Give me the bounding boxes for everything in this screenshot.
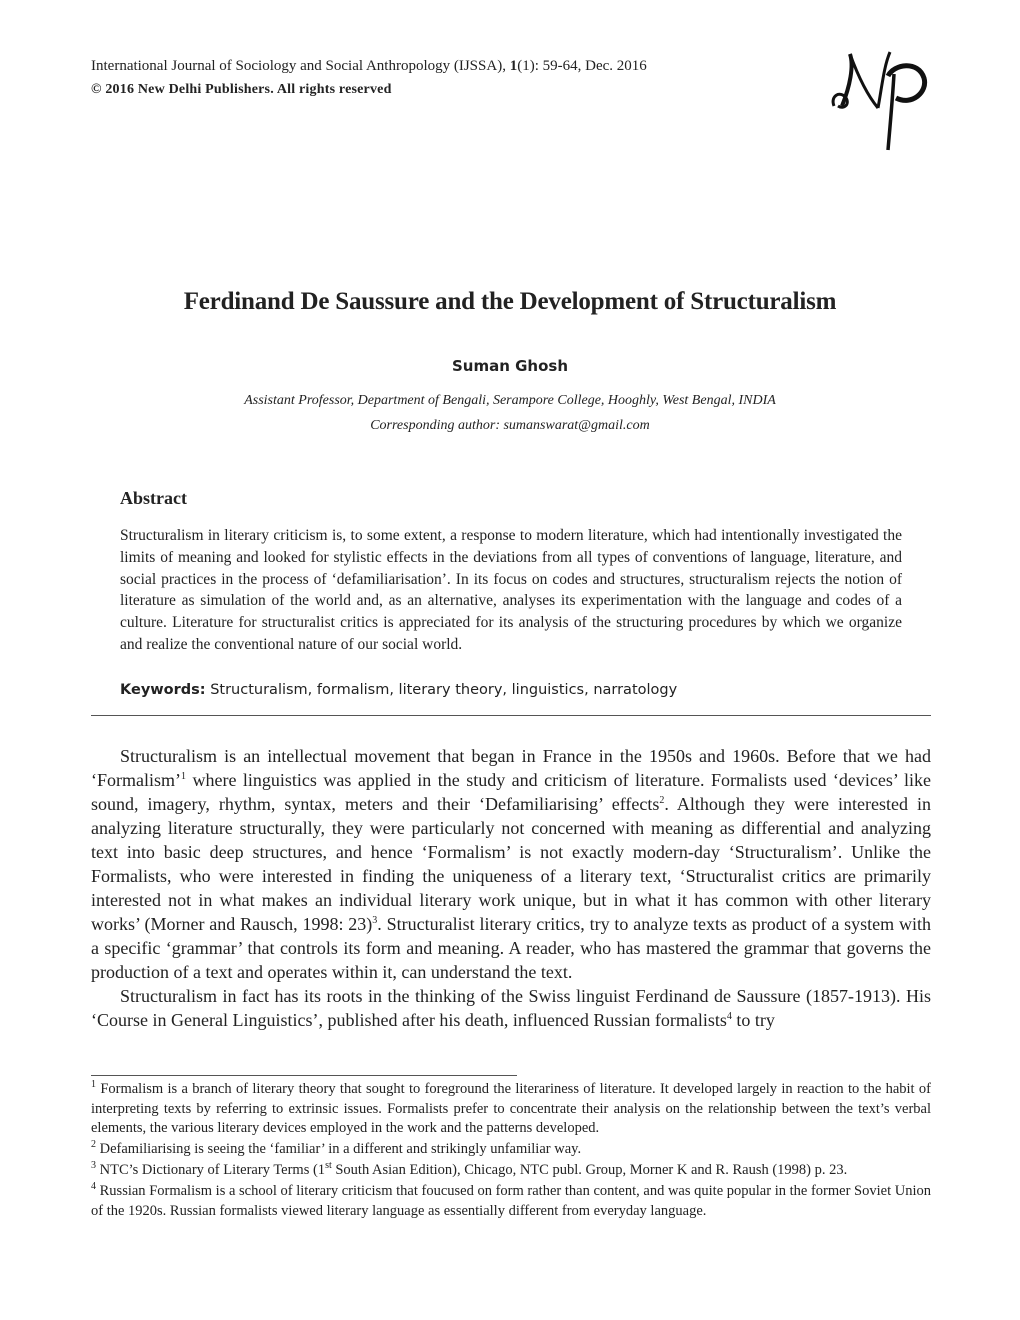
author-affiliation-block bbox=[0, 388, 1020, 438]
main-text bbox=[91, 744, 931, 1032]
paper-title: Ferdinand De Saussure and the Development of Structuralism bbox=[183, 288, 837, 315]
author-affiliation: Assistant Professor, Department of Bengali, Serampore College, Hooghly, West Bengal, INDIA bbox=[244, 393, 776, 408]
keywords-line bbox=[120, 682, 677, 698]
footnotes bbox=[91, 1080, 931, 1223]
body-paragraph: Structuralism is an intellectual movement that began in France in the 1950s and 1960s. Before that we had ‘Formalism’$^1$ where linguistics was applied in the study and criticism of literature. Formalists used ‘devices’ like sound, imagery, rhythm, syntax, meters and their ‘Defamiliarising’ effects$^2$. Although they were interested in analyzing literature structurally, they were particularly not concerned with meaning as differential and analyzing text into basic deep structures, and hence ‘Formalism’ is not exactly modern-day ‘Structuralism’. Unlike the Formalists, who were interested in finding the uniqueness of a literary text, ‘Structuralist critics are primarily interested not in what makes an individual literary work unique, but in what it has common with other literary works’ (Morner and Rausch, 1998: 23)$^3$. Structuralist literary critics, try to analyze texts as product of a system with a specific ‘grammar’ that controls its form and meaning. A reader, who has mastered the grammar that governs the production of a text and operates within it, can understand the text. bbox=[91, 746, 932, 982]
keywords-label: Keywords: bbox=[120, 682, 206, 698]
copyright-line: © 2016 New Delhi Publishers. All rights reserved bbox=[91, 82, 392, 97]
publisher-logo bbox=[828, 46, 938, 156]
footnote-ref: 3 bbox=[372, 915, 378, 926]
journal-volume: 1 bbox=[509, 58, 518, 74]
journal-citation bbox=[91, 54, 647, 78]
footnote: $^3$ NTC’s Dictionary of Literary Terms (1st South Asian Edition), Chicago, NTC publ. Group, Morner K and R. Raush (1998) p. 23. bbox=[91, 1160, 848, 1178]
author-name: Suman Ghosh bbox=[451, 357, 569, 375]
footnote-ref: 4 bbox=[726, 1011, 732, 1022]
abstract-body: Structuralism in literary criticism is, to some extent, a response to modern literature, which had intentionally investigated the limits of meaning and looked for stylistic effects in the deviations from all types of conventions of language, literature, and social practices in the process of ‘defamiliarisation’. In its focus on codes and structures, structuralism rejects the notion of literature as simulation of the world and, as an alternative, analyses its experimentation with the language and codes of a culture. Literature for structuralist critics is appreciated for its analysis of the structuring procedures by which we organize and realize the conventional nature of our social world. bbox=[120, 527, 902, 653]
journal-issue-pages: (1): 59-64, Dec. 2016 bbox=[517, 58, 647, 74]
footnote: $^2$ Defamiliarising is seeing the ‘familiar’ in a different and strikingly unfamiliar way. bbox=[91, 1139, 582, 1157]
journal-name: International Journal of Sociology and Social Anthropology (IJSSA), bbox=[91, 58, 506, 74]
abstract-divider bbox=[91, 715, 931, 716]
journal-header bbox=[91, 54, 647, 102]
footnote-ref: 2 bbox=[659, 795, 665, 806]
footnote: $^4$ Russian Formalism is a school of literary criticism that foucused on form rather than content, and was quite popular in the former Soviet Union of the 1920s. Russian formalists viewed literary language as essentially different from everyday language. bbox=[91, 1181, 931, 1219]
footnote-divider bbox=[91, 1075, 517, 1076]
footnote-ref: 1 bbox=[181, 771, 186, 782]
abstract-heading: Abstract bbox=[120, 488, 187, 508]
corresponding-author: Corresponding author: sumanswarat@gmail.com bbox=[370, 418, 650, 433]
footnote: $^1$ Formalism is a branch of literary theory that sought to foreground the literariness of literature. It developed largely in reaction to the habit of interpreting texts by referring to extrinsic issues. Formalists prefer to concentrate their analysis on the relationship between the text’s verbal elements, the various literary devices employed in the work and the patterns developed. bbox=[91, 1079, 931, 1136]
body-paragraph: Structuralism in fact has its roots in the thinking of the Swiss linguist Ferdinand de Saussure (1857-1913). His ‘Course in General Linguistics’, published after his death, influenced Russian formalists$^4$ to try bbox=[91, 986, 931, 1030]
keywords-list: Structuralism, formalism, literary theory, linguistics, narratology bbox=[210, 682, 678, 698]
